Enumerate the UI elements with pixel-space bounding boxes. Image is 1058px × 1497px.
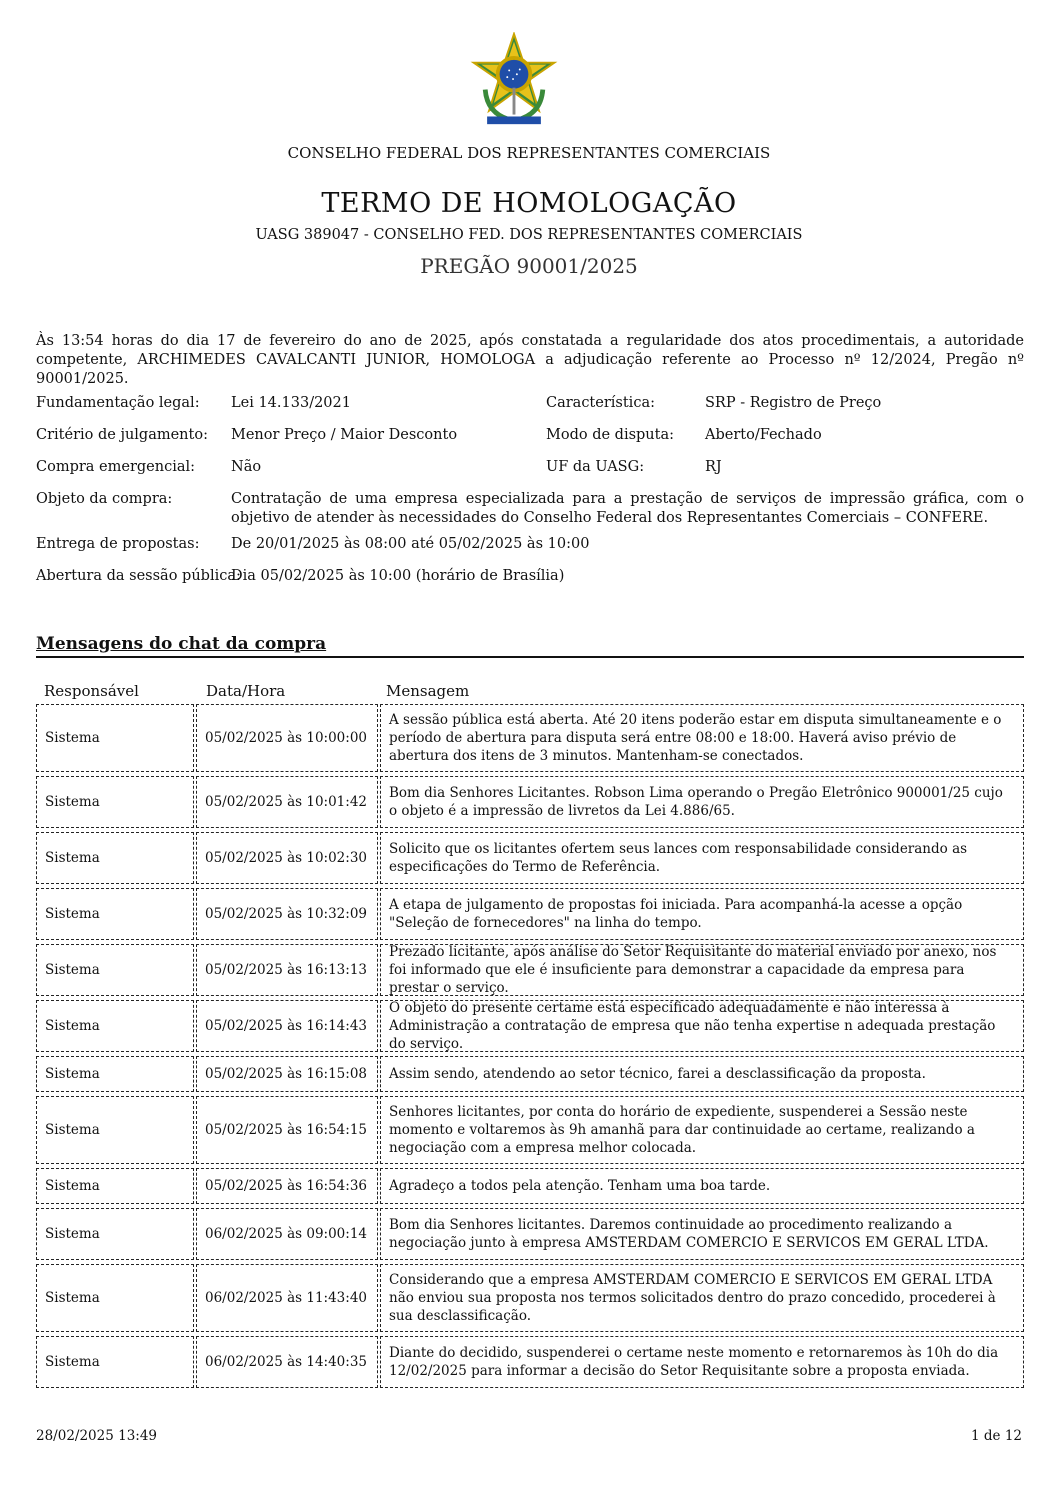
criterio-value: Menor Preço / Maior Desconto (231, 427, 458, 443)
cell-responsavel: Sistema (36, 1208, 194, 1260)
cell-datahora: 05/02/2025 às 10:32:09 (196, 888, 378, 940)
document-title: TERMO DE HOMOLOGAÇÃO (321, 188, 737, 219)
fundamentacao-value: Lei 14.133/2021 (231, 395, 351, 411)
fundamentacao-label: Fundamentação legal: (36, 395, 200, 411)
cell-responsavel: Sistema (36, 1168, 194, 1204)
table-row (36, 776, 1024, 828)
objeto-value: Contratação de uma empresa especializada para a prestação de serviços de impressão gráfica, com o objetivo de atender às necessidades do Conselho Federal dos Representantes Comerciais – CONFERE. (231, 491, 1024, 526)
abertura-value: Dia 05/02/2025 às 10:00 (horário de Brasília) (231, 568, 565, 584)
cell-responsavel: Sistema (36, 1336, 194, 1388)
cell-mensagem: Senhores licitantes, por conta do horário de expediente, suspenderei a Sessão neste momento e voltaremos às 9h amanhã para dar continuidade ao certame, realizando a negociação com a empresa melhor colocada. (380, 1096, 1024, 1164)
cell-datahora: 05/02/2025 às 16:15:08 (196, 1056, 378, 1092)
table-row (36, 1096, 1024, 1164)
cell-mensagem: Prezado licitante, após análise do Setor Requisitante do material enviado por anexo, nos foi informado que ele é insuficiente para demonstrar a capacidade da empresa para prestar o serviço. (380, 944, 1024, 996)
cell-responsavel: Sistema (36, 776, 194, 828)
cell-mensagem: A etapa de julgamento de propostas foi iniciada. Para acompanhá-la acesse a opção "Seleção de fornecedores" na linha do tempo. (380, 888, 1024, 940)
abertura-label: Abertura da sessão pública: (36, 568, 241, 584)
uasg-line: UASG 389047 - CONSELHO FED. DOS REPRESENTANTES COMERCIAIS (255, 227, 803, 243)
emergencial-value: Não (231, 459, 262, 475)
cell-datahora: 05/02/2025 às 16:14:43 (196, 1000, 378, 1052)
table-row (36, 888, 1024, 940)
emergencial-label: Compra emergencial: (36, 459, 196, 475)
footer-datetime: 28/02/2025 13:49 (36, 1428, 158, 1444)
caracteristica-value: SRP - Registro de Preço (705, 395, 882, 411)
cell-responsavel: Sistema (36, 1096, 194, 1164)
modo-label: Modo de disputa: (546, 427, 675, 443)
cell-responsavel: Sistema (36, 1000, 194, 1052)
table-row (36, 1168, 1024, 1204)
table-row (36, 1056, 1024, 1092)
organization-name: CONSELHO FEDERAL DOS REPRESENTANTES COMERCIAIS (287, 144, 771, 162)
table-row (36, 1264, 1024, 1332)
cell-responsavel: Sistema (36, 1264, 194, 1332)
col-responsavel: Responsável (44, 682, 139, 700)
cell-mensagem: Diante do decidido, suspenderei o certame neste momento e retornaremos às 10h do dia 12/02/2025 para informar a decisão do Setor Requisitante sobre a proposta enviada. (380, 1336, 1024, 1388)
cell-mensagem: Bom dia Senhores licitantes. Daremos continuidade ao procedimento realizando a negociação junto à empresa AMSTERDAM COMERCIO E SERVICOS EM GERAL LTDA. (380, 1208, 1024, 1260)
table-row (36, 1000, 1024, 1052)
cell-datahora: 06/02/2025 às 09:00:14 (196, 1208, 378, 1260)
intro-paragraph: Às 13:54 horas do dia 17 de fevereiro do ano de 2025, após constatada a regularidade dos atos procedimentais, a autoridade competente, ARCHIMEDES CAVALCANTI JUNIOR, HOMOLOGA a adjudicação referente ao Processo nº 12/2024, Pregão nº 90001/2025. (36, 333, 1024, 387)
objeto-label: Objeto da compra: (36, 491, 173, 507)
cell-datahora: 05/02/2025 às 10:02:30 (196, 832, 378, 884)
uf-value: RJ (705, 459, 722, 475)
cell-responsavel: Sistema (36, 1056, 194, 1092)
criterio-label: Critério de julgamento: (36, 427, 208, 443)
cell-datahora: 05/02/2025 às 16:54:15 (196, 1096, 378, 1164)
pregao-number: PREGÃO 90001/2025 (420, 254, 638, 278)
chat-table (36, 704, 1024, 1392)
modo-value: Aberto/Fechado (705, 427, 822, 443)
brazil-coat-of-arms-icon (466, 32, 562, 128)
cell-mensagem: Considerando que a empresa AMSTERDAM COMERCIO E SERVICOS EM GERAL LTDA não enviou sua proposta nos termos solicitados dentro do prazo concedido, procederei à sua desclassificação. (380, 1264, 1024, 1332)
cell-datahora: 05/02/2025 às 16:13:13 (196, 944, 378, 996)
table-row (36, 704, 1024, 772)
cell-responsavel: Sistema (36, 888, 194, 940)
cell-datahora: 05/02/2025 às 10:01:42 (196, 776, 378, 828)
col-mensagem: Mensagem (386, 682, 470, 700)
cell-responsavel: Sistema (36, 704, 194, 772)
table-row (36, 1208, 1024, 1260)
entrega-label: Entrega de propostas: (36, 536, 200, 552)
table-row (36, 1336, 1024, 1388)
cell-mensagem: Solicito que os licitantes ofertem seus lances com responsabilidade considerando as especificações do Termo de Referência. (380, 832, 1024, 884)
cell-datahora: 05/02/2025 às 16:54:36 (196, 1168, 378, 1204)
entrega-value: De 20/01/2025 às 08:00 até 05/02/2025 às 10:00 (231, 536, 590, 552)
chat-section-title: Mensagens do chat da compra (36, 634, 1024, 658)
cell-mensagem: A sessão pública está aberta. Até 20 itens poderão estar em disputa simultaneamente e o período de abertura para disputa será entre 08:00 e 18:00. Haverá aviso prévio de abertura dos itens de 3 minutos. Mantenham-se conectados. (380, 704, 1024, 772)
cell-mensagem: O objeto do presente certame está especificado adequadamente e não interessa à Administração a contratação de empresa que não tenha expertise n adequada prestação do serviço. (380, 1000, 1024, 1052)
table-row (36, 944, 1024, 996)
footer-page-number: 1 de 12 (971, 1428, 1022, 1444)
col-datahora: Data/Hora (206, 682, 286, 700)
cell-datahora: 05/02/2025 às 10:00:00 (196, 704, 378, 772)
cell-datahora: 06/02/2025 às 14:40:35 (196, 1336, 378, 1388)
cell-responsavel: Sistema (36, 944, 194, 996)
cell-responsavel: Sistema (36, 832, 194, 884)
caracteristica-label: Característica: (546, 395, 655, 411)
table-row (36, 832, 1024, 884)
cell-mensagem: Bom dia Senhores Licitantes. Robson Lima operando o Pregão Eletrônico 900001/25 cujo o objeto é a impressão de livretos da Lei 4.886/65. (380, 776, 1024, 828)
cell-mensagem: Agradeço a todos pela atenção. Tenham uma boa tarde. (380, 1168, 1024, 1204)
uf-label: UF da UASG: (546, 459, 645, 475)
cell-mensagem: Assim sendo, atendendo ao setor técnico, farei a desclassificação da proposta. (380, 1056, 1024, 1092)
cell-datahora: 06/02/2025 às 11:43:40 (196, 1264, 378, 1332)
